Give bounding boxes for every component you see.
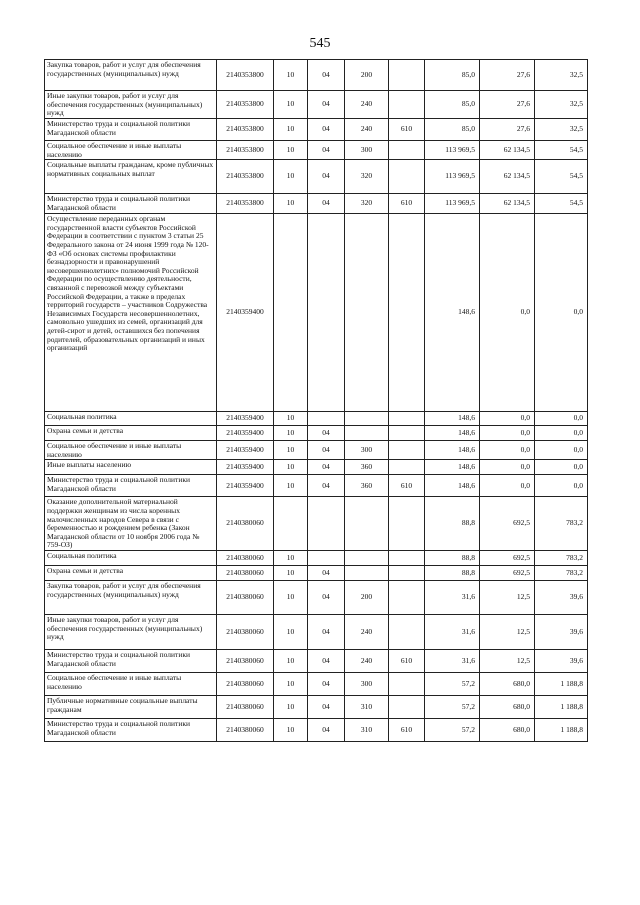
row-expense-type: 300 bbox=[345, 441, 389, 460]
row-value-3: 783,2 bbox=[535, 550, 588, 565]
row-name: Министерство труда и социальной политики Магаданской области bbox=[45, 194, 217, 214]
row-org-code bbox=[389, 141, 425, 160]
row-value-2: 12,5 bbox=[480, 580, 535, 614]
row-value-3: 39,6 bbox=[535, 649, 588, 672]
row-code: 2140380060 bbox=[217, 614, 274, 649]
row-section: 10 bbox=[274, 580, 308, 614]
row-value-2: 692,5 bbox=[480, 550, 535, 565]
row-value-1: 88,8 bbox=[425, 550, 480, 565]
row-subsection: 04 bbox=[308, 141, 345, 160]
row-value-3: 54,5 bbox=[535, 141, 588, 160]
row-subsection: 04 bbox=[308, 718, 345, 741]
row-value-3: 39,6 bbox=[535, 580, 588, 614]
row-org-code: 610 bbox=[389, 119, 425, 141]
table-row bbox=[45, 141, 588, 160]
table-row bbox=[45, 649, 588, 672]
row-expense-type bbox=[345, 412, 389, 426]
row-value-1: 148,6 bbox=[425, 475, 480, 497]
row-value-1: 85,0 bbox=[425, 60, 480, 91]
table-row bbox=[45, 672, 588, 695]
row-value-3: 1 188,8 bbox=[535, 695, 588, 718]
row-subsection: 04 bbox=[308, 580, 345, 614]
row-org-code bbox=[389, 460, 425, 475]
row-code: 2140380060 bbox=[217, 695, 274, 718]
table-row bbox=[45, 565, 588, 580]
table-row bbox=[45, 194, 588, 214]
row-value-1: 113 969,5 bbox=[425, 141, 480, 160]
row-value-2: 680,0 bbox=[480, 672, 535, 695]
row-code: 2140353800 bbox=[217, 160, 274, 194]
row-name: Министерство труда и социальной политики Магаданской области bbox=[45, 475, 217, 497]
row-subsection: 04 bbox=[308, 649, 345, 672]
row-expense-type: 300 bbox=[345, 672, 389, 695]
row-expense-type: 200 bbox=[345, 580, 389, 614]
row-value-1: 31,6 bbox=[425, 649, 480, 672]
row-expense-type bbox=[345, 497, 389, 551]
table-row bbox=[45, 412, 588, 426]
row-section bbox=[274, 214, 308, 412]
table-row bbox=[45, 441, 588, 460]
row-value-1: 31,6 bbox=[425, 580, 480, 614]
row-value-1: 31,6 bbox=[425, 614, 480, 649]
row-name: Иные закупки товаров, работ и услуг для обеспечения государственных (муниципальных) нужд bbox=[45, 614, 217, 649]
row-code: 2140380060 bbox=[217, 497, 274, 551]
row-org-code bbox=[389, 550, 425, 565]
row-subsection: 04 bbox=[308, 441, 345, 460]
row-expense-type: 320 bbox=[345, 160, 389, 194]
row-section: 10 bbox=[274, 718, 308, 741]
row-subsection: 04 bbox=[308, 119, 345, 141]
row-value-3: 0,0 bbox=[535, 441, 588, 460]
row-org-code: 610 bbox=[389, 718, 425, 741]
row-code: 2140359400 bbox=[217, 460, 274, 475]
row-value-2: 680,0 bbox=[480, 695, 535, 718]
table-row bbox=[45, 460, 588, 475]
row-org-code: 610 bbox=[389, 194, 425, 214]
row-section: 10 bbox=[274, 141, 308, 160]
row-value-2: 12,5 bbox=[480, 614, 535, 649]
row-name: Социальная политика bbox=[45, 412, 217, 426]
row-name: Иные закупки товаров, работ и услуг для обеспечения государственных (муниципальных) нужд bbox=[45, 91, 217, 119]
row-value-2: 0,0 bbox=[480, 475, 535, 497]
table-row bbox=[45, 475, 588, 497]
row-org-code: 610 bbox=[389, 475, 425, 497]
row-expense-type: 310 bbox=[345, 695, 389, 718]
row-value-2: 12,5 bbox=[480, 649, 535, 672]
row-name: Социальное обеспечение и иные выплаты населению bbox=[45, 441, 217, 460]
row-subsection: 04 bbox=[308, 194, 345, 214]
row-section: 10 bbox=[274, 60, 308, 91]
row-value-3: 39,6 bbox=[535, 614, 588, 649]
row-name: Закупка товаров, работ и услуг для обеспечения государственных (муниципальных) нужд bbox=[45, 580, 217, 614]
row-expense-type: 240 bbox=[345, 649, 389, 672]
table-row bbox=[45, 695, 588, 718]
row-code: 2140380060 bbox=[217, 649, 274, 672]
row-section: 10 bbox=[274, 695, 308, 718]
row-value-3: 0,0 bbox=[535, 426, 588, 441]
row-value-3: 0,0 bbox=[535, 214, 588, 412]
table-row bbox=[45, 614, 588, 649]
row-subsection bbox=[308, 497, 345, 551]
row-value-2: 0,0 bbox=[480, 426, 535, 441]
row-subsection: 04 bbox=[308, 565, 345, 580]
row-name: Социальное обеспечение и иные выплаты населению bbox=[45, 672, 217, 695]
row-code: 2140359400 bbox=[217, 441, 274, 460]
row-value-2: 27,6 bbox=[480, 60, 535, 91]
row-expense-type: 240 bbox=[345, 119, 389, 141]
row-name: Социальное обеспечение и иные выплаты населению bbox=[45, 141, 217, 160]
row-value-3: 1 188,8 bbox=[535, 672, 588, 695]
row-value-3: 54,5 bbox=[535, 194, 588, 214]
row-section bbox=[274, 497, 308, 551]
row-org-code bbox=[389, 412, 425, 426]
table-row bbox=[45, 91, 588, 119]
row-name: Охрана семьи и детства bbox=[45, 565, 217, 580]
row-subsection: 04 bbox=[308, 160, 345, 194]
row-name: Осуществление переданных органам государственной власти субъектов Российской Федерации в соответствии с пунктом 3 статьи 25 Федерального закона от 24 июня 1999 года № 120-ФЗ «Об основах системы профилактики безнадзорности и правонарушений несовершеннолетних» полномочий Российской Федерации по осуществлению деятельности, связанной с перевозкой между субъектами Российской Федерации, а также в пределах территорий государств – участников Содружества Независимых Государств несовершеннолетних, самовольно ушедших из семей, организаций для детей-сирот и детей, оставшихся без попечения родителей, образовательных организаций и иных организаций bbox=[45, 214, 217, 412]
row-expense-type: 310 bbox=[345, 718, 389, 741]
row-value-2: 62 134,5 bbox=[480, 141, 535, 160]
row-org-code bbox=[389, 672, 425, 695]
row-org-code bbox=[389, 160, 425, 194]
row-value-2: 27,6 bbox=[480, 119, 535, 141]
row-value-3: 783,2 bbox=[535, 565, 588, 580]
table-row bbox=[45, 119, 588, 141]
row-code: 2140353800 bbox=[217, 60, 274, 91]
table-row bbox=[45, 160, 588, 194]
row-value-2: 680,0 bbox=[480, 718, 535, 741]
table-body bbox=[45, 60, 588, 742]
row-code: 2140380060 bbox=[217, 580, 274, 614]
row-value-3: 783,2 bbox=[535, 497, 588, 551]
row-subsection: 04 bbox=[308, 91, 345, 119]
row-value-1: 85,0 bbox=[425, 91, 480, 119]
row-name: Иные выплаты населению bbox=[45, 460, 217, 475]
row-code: 2140380060 bbox=[217, 672, 274, 695]
row-section: 10 bbox=[274, 565, 308, 580]
row-expense-type: 200 bbox=[345, 60, 389, 91]
row-value-1: 88,8 bbox=[425, 565, 480, 580]
row-value-2: 0,0 bbox=[480, 214, 535, 412]
table-row bbox=[45, 426, 588, 441]
row-value-2: 0,0 bbox=[480, 412, 535, 426]
row-section: 10 bbox=[274, 426, 308, 441]
row-value-3: 1 188,8 bbox=[535, 718, 588, 741]
row-value-3: 54,5 bbox=[535, 160, 588, 194]
row-code: 2140359400 bbox=[217, 214, 274, 412]
row-code: 2140380060 bbox=[217, 550, 274, 565]
row-org-code bbox=[389, 214, 425, 412]
row-value-1: 148,6 bbox=[425, 460, 480, 475]
row-org-code bbox=[389, 426, 425, 441]
row-name: Социальные выплаты гражданам, кроме публичных нормативных социальных выплат bbox=[45, 160, 217, 194]
row-section: 10 bbox=[274, 91, 308, 119]
row-section: 10 bbox=[274, 475, 308, 497]
row-org-code bbox=[389, 695, 425, 718]
row-name: Министерство труда и социальной политики Магаданской области bbox=[45, 718, 217, 741]
row-subsection: 04 bbox=[308, 60, 345, 91]
row-value-1: 57,2 bbox=[425, 695, 480, 718]
row-value-1: 148,6 bbox=[425, 412, 480, 426]
row-code: 2140380060 bbox=[217, 718, 274, 741]
row-code: 2140353800 bbox=[217, 119, 274, 141]
row-expense-type: 320 bbox=[345, 194, 389, 214]
row-org-code bbox=[389, 91, 425, 119]
row-value-3: 32,5 bbox=[535, 91, 588, 119]
row-value-1: 88,8 bbox=[425, 497, 480, 551]
table-row bbox=[45, 550, 588, 565]
row-value-3: 0,0 bbox=[535, 475, 588, 497]
row-section: 10 bbox=[274, 119, 308, 141]
row-section: 10 bbox=[274, 550, 308, 565]
row-code: 2140353800 bbox=[217, 91, 274, 119]
row-expense-type: 300 bbox=[345, 141, 389, 160]
row-org-code bbox=[389, 580, 425, 614]
row-code: 2140359400 bbox=[217, 475, 274, 497]
row-value-2: 0,0 bbox=[480, 441, 535, 460]
row-subsection: 04 bbox=[308, 672, 345, 695]
row-value-3: 0,0 bbox=[535, 412, 588, 426]
row-code: 2140380060 bbox=[217, 565, 274, 580]
table-row bbox=[45, 60, 588, 91]
row-code: 2140353800 bbox=[217, 194, 274, 214]
row-value-2: 692,5 bbox=[480, 497, 535, 551]
row-name: Закупка товаров, работ и услуг для обеспечения государственных (муниципальных) нужд bbox=[45, 60, 217, 91]
row-value-1: 113 969,5 bbox=[425, 160, 480, 194]
row-value-3: 32,5 bbox=[535, 60, 588, 91]
row-code: 2140353800 bbox=[217, 141, 274, 160]
row-expense-type: 240 bbox=[345, 614, 389, 649]
row-value-1: 57,2 bbox=[425, 672, 480, 695]
row-code: 2140359400 bbox=[217, 426, 274, 441]
row-value-2: 0,0 bbox=[480, 460, 535, 475]
row-value-3: 0,0 bbox=[535, 460, 588, 475]
row-code: 2140359400 bbox=[217, 412, 274, 426]
row-value-1: 85,0 bbox=[425, 119, 480, 141]
table-row bbox=[45, 580, 588, 614]
row-value-3: 32,5 bbox=[535, 119, 588, 141]
row-org-code: 610 bbox=[389, 649, 425, 672]
row-expense-type bbox=[345, 550, 389, 565]
row-subsection bbox=[308, 550, 345, 565]
row-org-code bbox=[389, 614, 425, 649]
table-row bbox=[45, 497, 588, 551]
row-value-1: 148,6 bbox=[425, 441, 480, 460]
row-section: 10 bbox=[274, 412, 308, 426]
row-expense-type bbox=[345, 214, 389, 412]
row-name: Оказание дополнительной материальной поддержки женщинам из числа коренных малочисленных народов Севера в связи с беременностью и рождением ребенка (Закон Магаданской области от 10 ноября 2006 года № 759-ОЗ) bbox=[45, 497, 217, 551]
row-value-2: 692,5 bbox=[480, 565, 535, 580]
row-name: Охрана семьи и детства bbox=[45, 426, 217, 441]
row-subsection: 04 bbox=[308, 460, 345, 475]
table-row bbox=[45, 718, 588, 741]
row-value-1: 113 969,5 bbox=[425, 194, 480, 214]
row-org-code bbox=[389, 441, 425, 460]
row-subsection: 04 bbox=[308, 695, 345, 718]
row-section: 10 bbox=[274, 649, 308, 672]
row-section: 10 bbox=[274, 441, 308, 460]
row-expense-type: 360 bbox=[345, 475, 389, 497]
row-expense-type bbox=[345, 426, 389, 441]
row-subsection: 04 bbox=[308, 426, 345, 441]
row-section: 10 bbox=[274, 672, 308, 695]
row-subsection bbox=[308, 214, 345, 412]
page-number: 545 bbox=[309, 36, 331, 51]
row-name: Министерство труда и социальной политики Магаданской области bbox=[45, 649, 217, 672]
row-expense-type: 240 bbox=[345, 91, 389, 119]
row-value-1: 148,6 bbox=[425, 214, 480, 412]
row-org-code bbox=[389, 60, 425, 91]
row-value-2: 62 134,5 bbox=[480, 194, 535, 214]
row-subsection bbox=[308, 412, 345, 426]
row-value-1: 148,6 bbox=[425, 426, 480, 441]
row-value-1: 57,2 bbox=[425, 718, 480, 741]
row-name: Социальная политика bbox=[45, 550, 217, 565]
row-org-code bbox=[389, 565, 425, 580]
row-name: Публичные нормативные социальные выплаты гражданам bbox=[45, 695, 217, 718]
row-subsection: 04 bbox=[308, 614, 345, 649]
row-org-code bbox=[389, 497, 425, 551]
row-name: Министерство труда и социальной политики Магаданской области bbox=[45, 119, 217, 141]
row-section: 10 bbox=[274, 614, 308, 649]
row-section: 10 bbox=[274, 194, 308, 214]
row-expense-type: 360 bbox=[345, 460, 389, 475]
row-section: 10 bbox=[274, 160, 308, 194]
budget-table bbox=[44, 59, 588, 742]
row-section: 10 bbox=[274, 460, 308, 475]
row-expense-type bbox=[345, 565, 389, 580]
table-row bbox=[45, 214, 588, 412]
row-value-2: 27,6 bbox=[480, 91, 535, 119]
row-subsection: 04 bbox=[308, 475, 345, 497]
row-value-2: 62 134,5 bbox=[480, 160, 535, 194]
